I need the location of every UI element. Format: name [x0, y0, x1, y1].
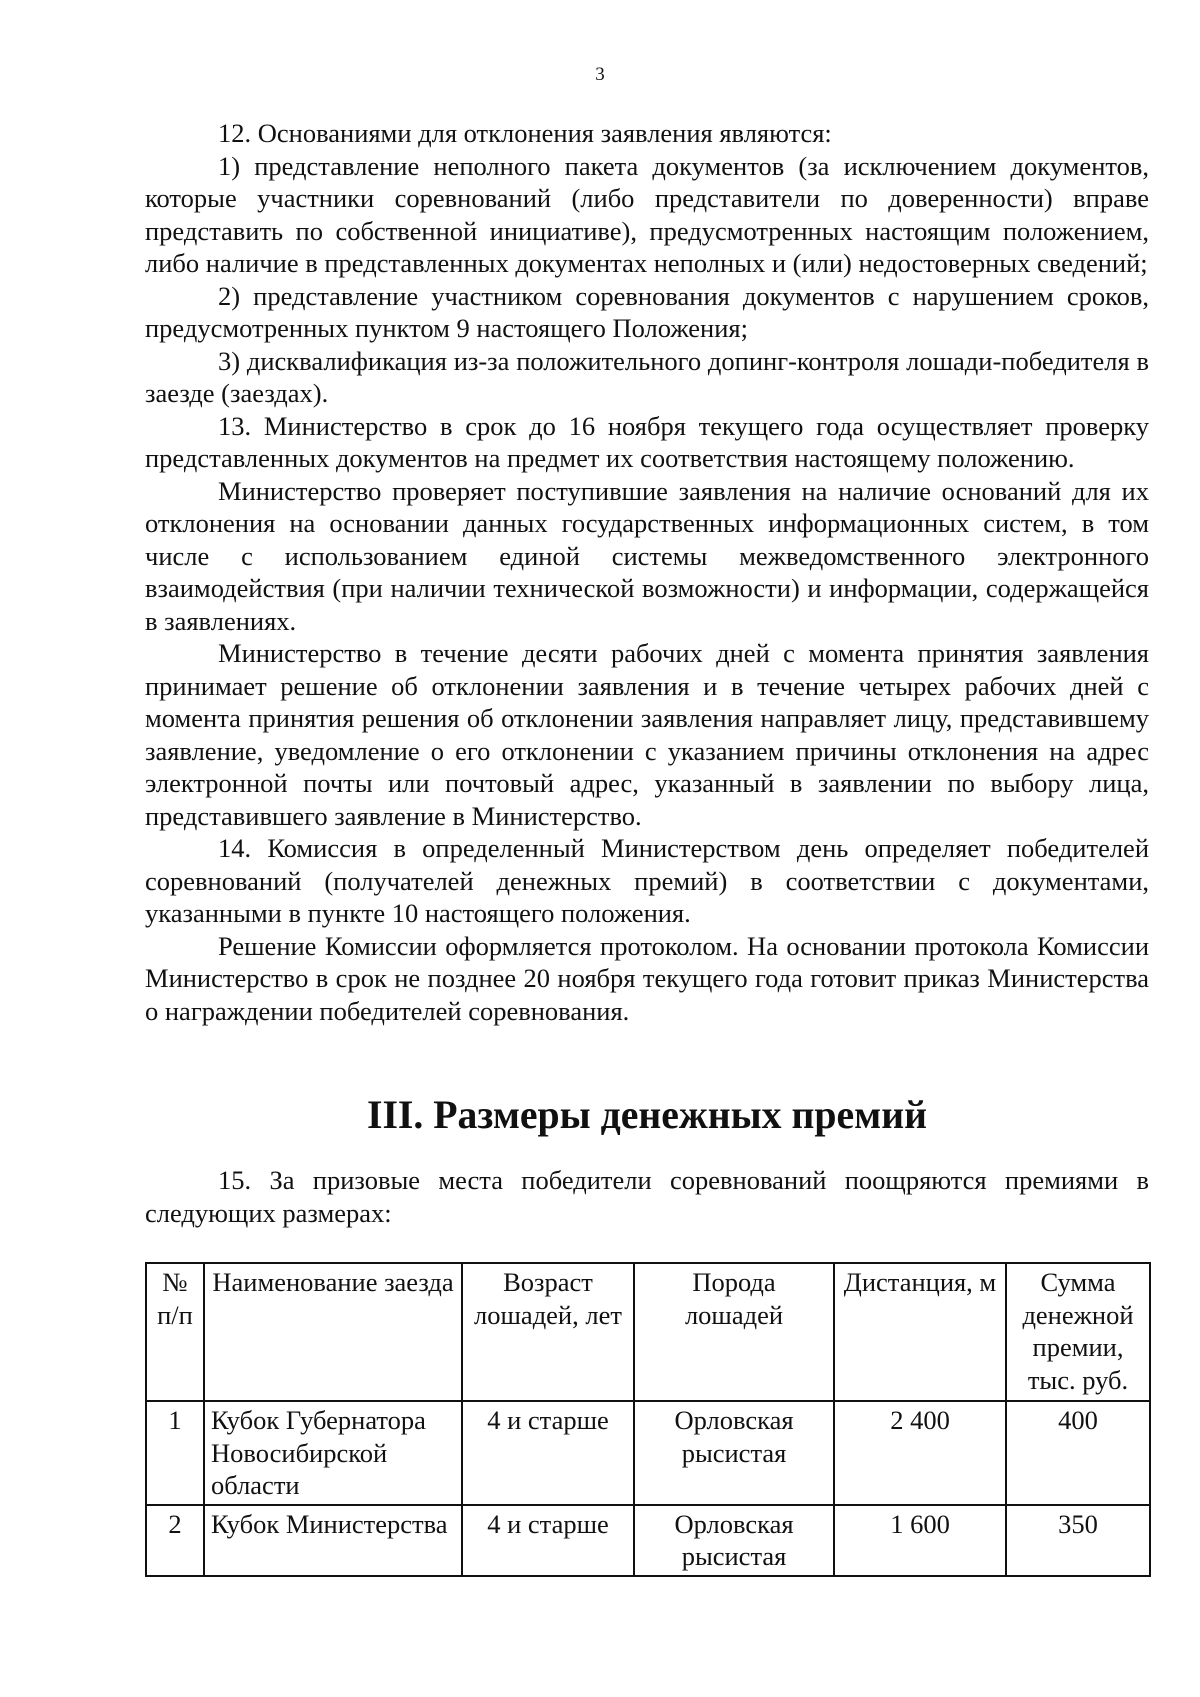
- table-header-row: [146, 1263, 1150, 1401]
- cell-distance: 1 600: [834, 1505, 1006, 1576]
- paragraph-12: 12. Основаниями для отклонения заявления являются:: [218, 118, 832, 148]
- paragraph-15: 15. За призовые места победители соревнований поощряются премиями в следующих размерах:: [145, 1165, 1149, 1228]
- cell-distance: 2 400: [834, 1401, 1006, 1505]
- paragraph-15-block: [145, 1164, 1149, 1229]
- header-number: № п/п: [146, 1263, 204, 1401]
- paragraph-12-item-2: 2) представление участником соревнования документов с нарушением сроков, предусмотренных пунктом 9 настоящего Положения;: [145, 280, 1149, 343]
- cell-horse-age: 4 и старше: [462, 1401, 634, 1505]
- header-breed: Порода лошадей: [634, 1263, 834, 1401]
- cell-number: 1: [146, 1401, 204, 1505]
- table-row: [146, 1505, 1150, 1576]
- table-row: [146, 1401, 1150, 1505]
- paragraph-12-item-1: 1) представление неполного пакета документов (за исключением документов, которые участники соревнований (либо представители по доверенности) вправе представить по собственной инициативе), предусмотренных настоящим положением, либо наличие в представленных документах неполных и (или) недостоверных сведений;: [145, 150, 1149, 278]
- section-heading: III. Размеры денежных премий: [366, 1093, 928, 1137]
- paragraph-13: 13. Министерство в срок до 16 ноября текущего года осуществляет проверку представленных документов на предмет их соответствия настоящему положению.: [145, 410, 1149, 473]
- paragraph-14: 14. Комиссия в определенный Министерством день определяет победителей соревнований (получателей денежных премий) в соответствии с документами, указанными в пункте 10 настоящего положения.: [145, 833, 1149, 928]
- cell-breed: Орловская рысистая: [634, 1505, 834, 1576]
- header-race-name: Наименование заезда: [204, 1263, 462, 1401]
- cell-number: 2: [146, 1505, 204, 1576]
- cell-horse-age: 4 и старше: [462, 1505, 634, 1576]
- document-body: [145, 117, 1149, 1027]
- header-horse-age: Возраст лошадей, лет: [462, 1263, 634, 1401]
- prize-table: [145, 1262, 1151, 1577]
- cell-breed: Орловская рысистая: [634, 1401, 834, 1505]
- cell-race-name: Кубок Министерства: [204, 1505, 462, 1576]
- paragraph-13-check: Министерство проверяет поступившие заявления на наличие оснований для их отклонения на основании данных государственных информационных систем, в том числе с использованием единой системы межведомственного электронного взаимодействия (при наличии технической возможности) и информации, содержащейся в заявлениях.: [145, 475, 1149, 636]
- paragraph-12-item-3: 3) дисквалификация из-за положительного допинг-контроля лошади-победителя в заезде (заездах).: [145, 345, 1149, 408]
- paragraph-14-protocol: Решение Комиссии оформляется протоколом. На основании протокола Комиссии Министерство в срок не позднее 20 ноября текущего года готовит приказ Министерства о награждении победителей соревнования.: [145, 930, 1149, 1026]
- paragraph-13-decision: Министерство в течение десяти рабочих дней с момента принятия заявления принимает решение об отклонении заявления и в течение четырех рабочих дней с момента принятия решения об отклонении заявления направляет лицу, представившему заявление, уведомление о его отклонении с указанием причины отклонения на адрес электронной почты или почтовый адрес, указанный в заявлении по выбору лица, представившего заявление в Министерство.: [145, 638, 1149, 831]
- header-distance: Дистанция, м: [834, 1263, 1006, 1401]
- cell-prize-amount: 400: [1006, 1401, 1150, 1505]
- cell-prize-amount: 350: [1006, 1505, 1150, 1576]
- page-number: 3: [595, 64, 605, 85]
- cell-race-name: Кубок Губернатора Новосибирской области: [204, 1401, 462, 1505]
- header-prize-amount: Сумма денежной премии, тыс. руб.: [1006, 1263, 1150, 1401]
